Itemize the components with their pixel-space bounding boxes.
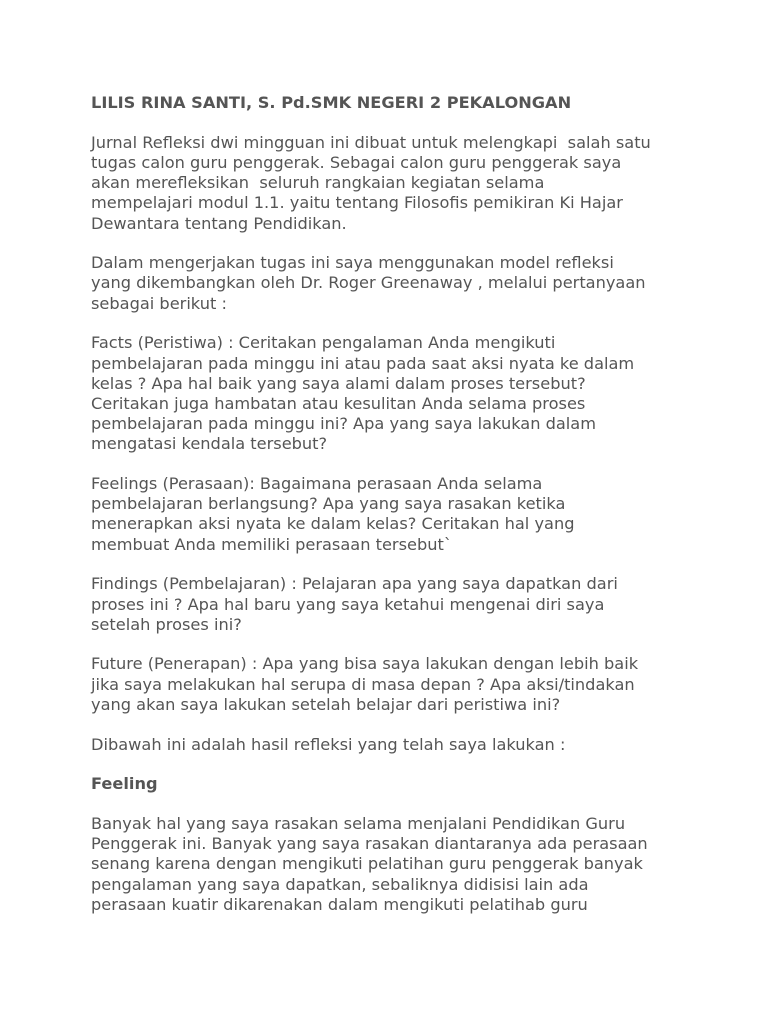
document-title: LILIS RINA SANTI, S. Pd.SMK NEGERI 2 PEKALONGAN [91,93,572,112]
document-page [91,93,691,935]
section-title-feeling: Feeling [91,774,158,794]
paragraph-feelings: Feelings (Perasaan): Bagaimana perasaan Anda selama pembelajaran berlangsung? Apa yang saya rasakan ketika menerapkan aksi nyata ke dalam kelas? Ceritakan hal yang membuat Anda memiliki perasaan tersebut` [91,474,575,554]
paragraph-model: Dalam mengerjakan tugas ini saya menggunakan model refleksi yang dikembangkan oleh Dr. Roger Greenaway , melalui pertanyaan sebagai berikut : [91,253,646,313]
paragraph-intro: Jurnal Refleksi dwi mingguan ini dibuat untuk melengkapi salah satu tugas calon guru penggerak. Sebagai calon guru penggerak saya akan merefleksikan seluruh rangkaian kegiatan selama mempelajari modul 1.1. yaitu tentang Filosofis pemikiran Ki Hajar Dewantara tentang Pendidikan. [91,132,651,233]
paragraph-feeling-body: Banyak hal yang saya rasakan selama menjalani Pendidikan Guru Penggerak ini. Banyak yang saya rasakan diantaranya ada perasaan senang karena dengan mengikuti pelatihan guru penggerak banyak pengalaman yang saya dapatkan, sebaliknya didisisi lain ada perasaan kuatir dikarenakan dalam mengikuti pelatihab guru [91,813,648,914]
paragraph-facts: Facts (Peristiwa) : Ceritakan pengalaman Anda mengikuti pembelajaran pada minggu ini atau pada saat aksi nyata ke dalam kelas ? Apa hal baik yang saya alami dalam proses tersebut? Ceritakan juga hambatan atau kesulitan Anda selama proses pembelajaran pada minggu ini? Apa yang saya lakukan dalam mengatasi kendala tersebut? [91,333,635,454]
paragraph-findings: Findings (Pembelajaran) : Pelajaran apa yang saya dapatkan dari proses ini ? Apa hal baru yang saya ketahui mengenai diri saya setelah proses ini? [91,574,618,634]
paragraph-future: Future (Penerapan) : Apa yang bisa saya lakukan dengan lebih baik jika saya melakukan hal serupa di masa depan ? Apa aksi/tindakan yang akan saya lakukan setelah belajar dari peristiwa ini? [91,654,639,714]
paragraph-results-intro: Dibawah ini adalah hasil refleksi yang telah saya lakukan : [91,734,566,754]
